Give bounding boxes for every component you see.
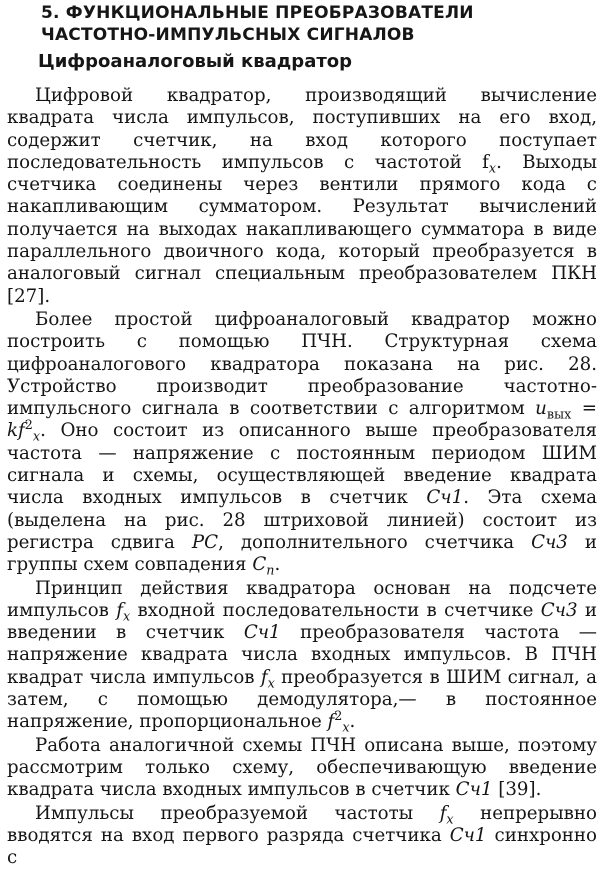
- paragraph-4: Работа аналогичной схемы ПЧН описана выше, поэтому рассмотрим только схему, обеспечивающую введение квадрата числа входных импульсов в счетчик Сч1 [39].: [7, 735, 597, 802]
- paragraph-1: Цифровой квадратор, производящий вычисление квадрата числа импульсов, поступивших на его вход, содержит счетчик, на вход которого поступает последовательность импульсов с частотой $f_x$. Выходы счетчика соединены через вентили прямого кода с накапливающим сумматором. Результат вычислений получается на выходах накапливающего сумматора в виде параллельного двоичного кода, который преобразуется в аналоговый сигнал специальным преобразователем ПКН [27].: [7, 85, 597, 308]
- formula-u: u: [535, 398, 547, 419]
- section-title-line-1: 5. ФУНКЦИОНАЛЬНЫЕ ПРЕОБРАЗОВАТЕЛИ: [0, 3, 474, 24]
- subsection-title: Цифроаналоговый квадратор: [0, 50, 352, 74]
- section-title-line-2: ЧАСТОТНО-ИМПУЛЬСНЫХ СИГНАЛОВ: [0, 25, 415, 46]
- formula-kf: kf: [7, 420, 25, 441]
- paragraph-3: Принцип действия квадратора основан на подсчете импульсов $f_x$ входной последовательности в счетчике Сч3 и введении в счетчик Сч1 преобразователя частота — напряжение квадрата числа входных импульсов. В ПЧН квадрат числа импульсов $f_x$ преобразуется в ШИМ сигнал, а затем, с помощью демодулятора,— в постоянное напряжение, пропорциональное $f^2_x$.: [7, 578, 597, 734]
- paragraph-2: Более простой цифроаналоговый квадратор можно построить с помощью ПЧН. Структурная схема цифроаналогового квадратора показана на рис. 28. Устройство производит преобразование частотно-импульсного сигнала в соответствии с алгоритмом $u_{вых} = kf^2_x$. Оно состоит из описанного выше преобразователя частота — напряжение с постоянным периодом ШИМ сигнала и схемы, осуществляющей введение квадрата числа входных импульсов в счетчик Сч1. Эта схема (выделена на рис. 28 штриховой линией) состоит из регистра сдвига РС, дополнительного счетчика Сч3 и группы схем совпадения $С_n$.: [7, 309, 597, 577]
- body-text: [7, 85, 597, 869]
- paragraph-5: Импульсы преобразуемой частоты $f_x$ непрерывно вводятся на вход первого разряда счетчика Сч1 синхронно с: [7, 803, 597, 869]
